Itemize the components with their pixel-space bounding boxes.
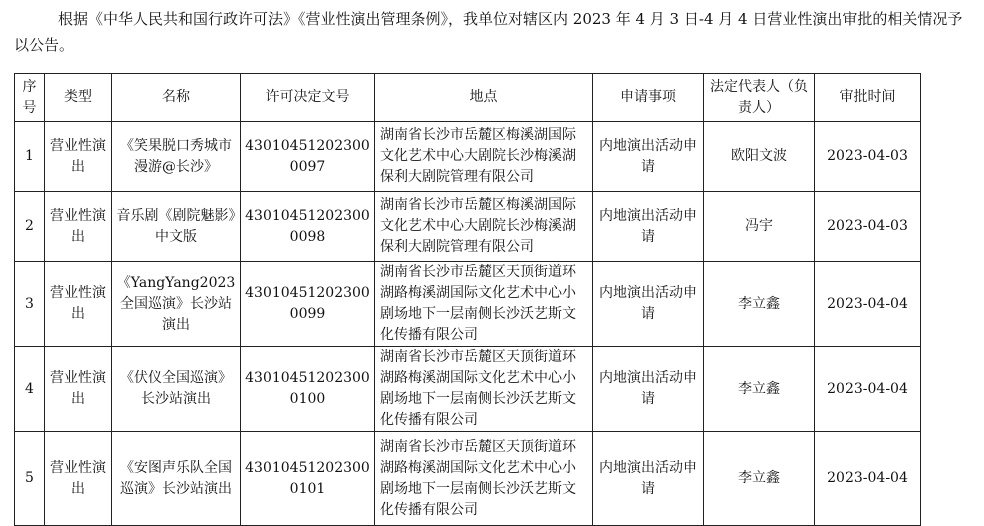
cell-no: 4 (15, 347, 45, 432)
header-no: 序号 (15, 74, 45, 122)
cell-name: 《YangYang2023全国巡演》长沙站演出 (112, 262, 241, 347)
cell-no: 1 (15, 122, 45, 192)
header-type: 类型 (45, 74, 112, 122)
cell-name: 《安图声乐队全国巡演》长沙站演出 (112, 432, 241, 526)
cell-rep: 李立鑫 (704, 347, 815, 432)
cell-item: 内地演出活动申请 (593, 347, 704, 432)
cell-item: 内地演出活动申请 (593, 432, 704, 526)
cell-item: 内地演出活动申请 (593, 122, 704, 192)
cell-location: 湖南省长沙市岳麓区天顶街道环湖路梅溪湖国际文化艺术中心小剧场地下一层南侧长沙沃艺斯文化传播有限公司 (375, 347, 593, 432)
announcement-intro: 根据《中华人民共和国行政许可法》《营业性演出管理条例》，我单位对辖区内 2023 年 4 月 3 日-4 月 4 日营业性演出审批的相关情况予以公告。 (14, 10, 963, 54)
header-date: 审批时间 (815, 74, 921, 122)
cell-no: 3 (15, 262, 45, 347)
cell-name: 音乐剧《剧院魅影》中文版 (112, 192, 241, 262)
cell-name: 《笑果脱口秀城市漫游@长沙》 (112, 122, 241, 192)
cell-license: 430104512023000097 (241, 122, 375, 192)
cell-type: 营业性演出 (45, 122, 112, 192)
cell-item: 内地演出活动申请 (593, 262, 704, 347)
cell-location: 湖南省长沙市岳麓区梅溪湖国际文化艺术中心大剧院长沙梅溪湖保利大剧院管理有限公司 (375, 122, 593, 192)
cell-date: 2023-04-04 (815, 262, 921, 347)
table-row (15, 262, 921, 347)
cell-license: 430104512023000099 (241, 262, 375, 347)
cell-license: 430104512023000098 (241, 192, 375, 262)
header-name: 名称 (112, 74, 241, 122)
cell-type: 营业性演出 (45, 347, 112, 432)
cell-no: 2 (15, 192, 45, 262)
table-row (15, 192, 921, 262)
cell-license: 430104512023000100 (241, 347, 375, 432)
cell-type: 营业性演出 (45, 262, 112, 347)
header-rep: 法定代表人（负责人） (704, 74, 815, 122)
table-row (15, 347, 921, 432)
cell-date: 2023-04-03 (815, 122, 921, 192)
cell-type: 营业性演出 (45, 432, 112, 526)
cell-rep: 欧阳文波 (704, 122, 815, 192)
cell-location: 湖南省长沙市岳麓区梅溪湖国际文化艺术中心大剧院长沙梅溪湖保利大剧院管理有限公司 (375, 192, 593, 262)
cell-date: 2023-04-04 (815, 347, 921, 432)
table-row (15, 122, 921, 192)
cell-rep: 李立鑫 (704, 262, 815, 347)
cell-location: 湖南省长沙市岳麓区天顶街道环湖路梅溪湖国际文化艺术中心小剧场地下一层南侧长沙沃艺斯文化传播有限公司 (375, 432, 593, 526)
header-item: 申请事项 (593, 74, 704, 122)
cell-type: 营业性演出 (45, 192, 112, 262)
cell-location: 湖南省长沙市岳麓区天顶街道环湖路梅溪湖国际文化艺术中心小剧场地下一层南侧长沙沃艺斯文化传播有限公司 (375, 262, 593, 347)
cell-license: 430104512023000101 (241, 432, 375, 526)
header-license: 许可决定文号 (241, 74, 375, 122)
cell-date: 2023-04-04 (815, 432, 921, 526)
table-row (15, 432, 921, 526)
cell-no: 5 (15, 432, 45, 526)
cell-rep: 李立鑫 (704, 432, 815, 526)
cell-name: 《伏仪全国巡演》长沙站演出 (112, 347, 241, 432)
cell-date: 2023-04-03 (815, 192, 921, 262)
cell-item: 内地演出活动申请 (593, 192, 704, 262)
header-location: 地点 (375, 74, 593, 122)
table-header-row (15, 74, 921, 122)
approval-table (14, 73, 921, 526)
cell-rep: 冯宇 (704, 192, 815, 262)
